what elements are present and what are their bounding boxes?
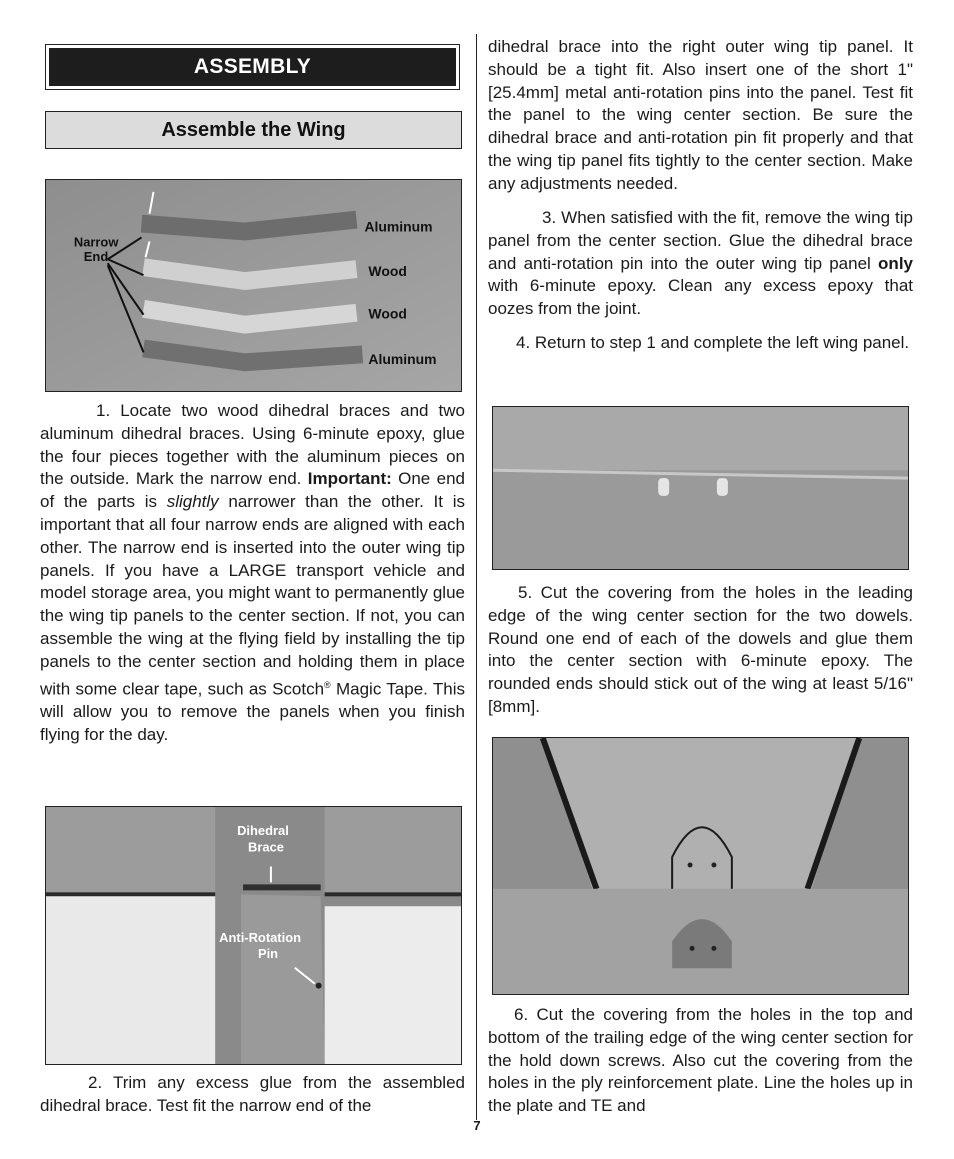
dihedral-brace bbox=[243, 884, 321, 890]
label-aluminum-top: Aluminum bbox=[364, 218, 433, 235]
section-banner bbox=[45, 44, 460, 90]
step-3-part-1: 3. When satisfied with the fit, remove the wing tip panel from the center section. Glue the dihedral brace and anti-rotation pin into the outer wing tip panel bbox=[488, 208, 913, 273]
step-1-slightly: slightly bbox=[166, 492, 219, 512]
step-5-content: 5. Cut the covering from the holes in the leading edge of the wing center section for the two dowels. Round one end of each of the dowels and glue them into the center section with 6-minute epoxy. The rounded ends should stick out of the wing at least 5/16" [8mm]. bbox=[488, 583, 913, 716]
figure-hold-down-plate bbox=[492, 737, 909, 995]
step-1-important: Important: bbox=[307, 469, 392, 489]
braces-photo bbox=[46, 180, 461, 391]
step-3-text bbox=[488, 207, 913, 321]
step-1-part-4: Magic Tape. This will allow you to remove the panels when you finish flying for the day. bbox=[40, 679, 465, 744]
plate-photo bbox=[493, 738, 908, 994]
registered-mark: ® bbox=[324, 679, 331, 690]
brace-pin-photo bbox=[46, 807, 461, 1064]
dowel-right bbox=[717, 478, 728, 496]
subsection-title: Assemble the Wing bbox=[45, 111, 462, 149]
step-2-part-1: 2. Trim any excess glue from the assembled dihedral brace. Test fit the narrow end of the bbox=[40, 1073, 465, 1115]
label-pin: Pin bbox=[257, 945, 279, 961]
step-5-text bbox=[488, 582, 913, 719]
step-3-only: only bbox=[878, 253, 913, 273]
step-4-content: 4. Return to step 1 and complete the left wing panel. bbox=[516, 333, 910, 352]
step-1-text bbox=[40, 400, 465, 747]
section-title: ASSEMBLY bbox=[49, 48, 456, 86]
label-wood-1: Wood bbox=[368, 263, 407, 280]
label-narrow: Narrow bbox=[73, 234, 119, 250]
step-1-part-1: 1. Locate two wood dihedral braces and two aluminum dihedral braces. Using 6-minute epoxy, glue the four pieces together with the aluminum pieces on the outside. Mark the narrow end. bbox=[40, 401, 465, 489]
step-2-part-2: dihedral brace into the right outer wing tip panel. It should be a tight fit. Also insert one of the short 1" [25.4mm] metal anti-rotation pins into the panel. Test fit the panel to the wing center section. Be sure the dihedral brace and anti-rotation pin fit properly and that the wing tip panel fits tightly to the center section. Make any adjustments needed. bbox=[488, 37, 913, 193]
step-2-right-text bbox=[488, 36, 913, 196]
dowels-photo bbox=[493, 407, 908, 569]
label-brace: Brace bbox=[248, 839, 284, 855]
step-4-text bbox=[488, 332, 913, 355]
label-aluminum-bottom: Aluminum bbox=[368, 351, 437, 368]
step-2-left-text bbox=[40, 1072, 465, 1118]
label-end: End bbox=[83, 249, 109, 265]
label-anti-rotation: Anti-Rotation bbox=[219, 929, 302, 945]
figure-dihedral-braces bbox=[45, 179, 462, 392]
label-wood-2: Wood bbox=[368, 305, 407, 322]
step-6-text bbox=[488, 1004, 913, 1118]
step-6-content: 6. Cut the covering from the holes in the top and bottom of the trailing edge of the wing center section for the hold down screws. Also cut the covering from the holes in the ply reinforcement plate. Line the holes up in the plate and TE and bbox=[488, 1005, 913, 1116]
column-divider bbox=[476, 34, 477, 1120]
dowel-left bbox=[658, 478, 669, 496]
label-dihedral: Dihedral bbox=[237, 822, 289, 838]
page-number: 7 bbox=[473, 1118, 481, 1133]
figure-dowels bbox=[492, 406, 909, 570]
step-1-part-2: One end of the parts is bbox=[40, 469, 465, 512]
step-1-part-3: narrower than the other. It is important that all four narrow ends are aligned with each other. The narrow end is inserted into the outer wing tip panels. If you have a LARGE transport vehicle and model storage area, you might want to permanently glue the wing tip panels to the center section. If not, you can assemble the wing at the flying field by installing the tip panels to the center section and holding them in place with some clear tape, such as Scotch bbox=[40, 492, 465, 699]
figure-brace-and-pin bbox=[45, 806, 462, 1065]
anti-rotation-pin bbox=[316, 983, 322, 989]
step-3-part-2: with 6-minute epoxy. Clean any excess epoxy that oozes from the joint. bbox=[488, 276, 913, 319]
